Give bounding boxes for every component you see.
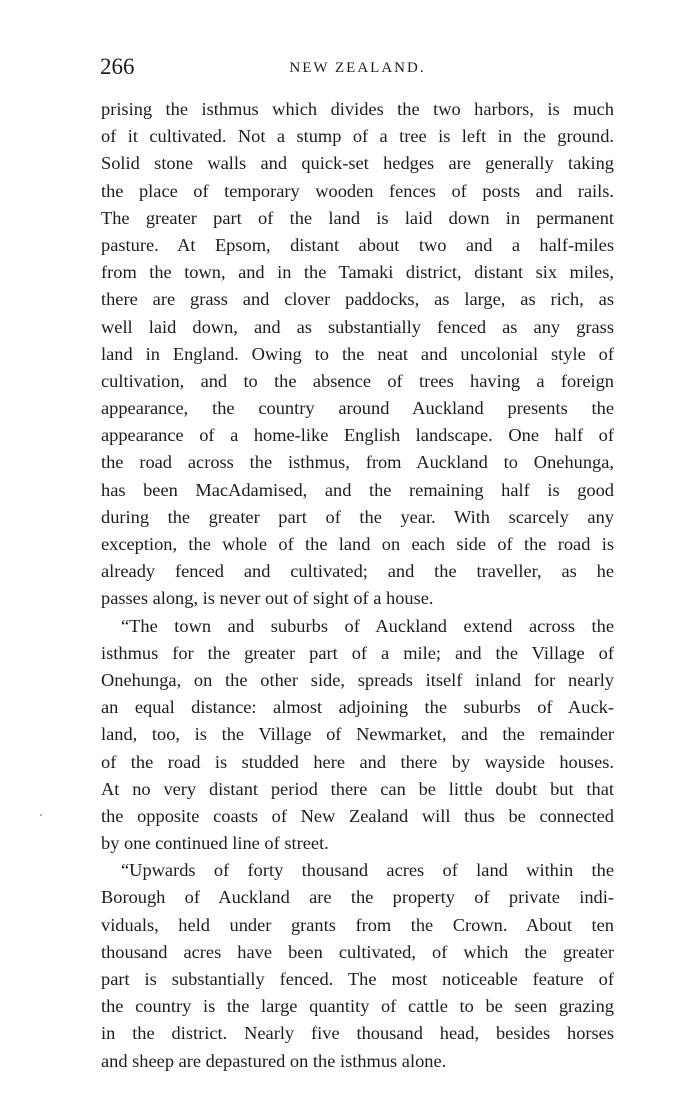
text-line: the place of temporary wooden fences of posts and rails. (101, 180, 614, 201)
running-title: NEW ZEALAND. (289, 60, 426, 76)
text-line: part is substantially fenced. The most noticeable feature of (101, 969, 614, 989)
text-line: viduals, held under grants from the Crown. About ten (101, 914, 614, 935)
text-line: of it cultivated. Not a stump of a tree is left in the ground. (101, 126, 614, 147)
text-line: an equal distance: almost adjoining the suburbs of Auck- (101, 697, 614, 718)
text-line: during the greater part of the year. With scarcely any (101, 506, 614, 527)
text-line: Borough of Auckland are the property of private indi- (101, 887, 614, 908)
text-line: of the road is studded here and there by wayside houses. (101, 751, 614, 772)
text-line: cultivation, and to the absence of trees having a foreign (101, 370, 614, 391)
text-line: appearance, the country around Auckland presents the (101, 398, 614, 419)
text-line: isthmus for the greater part of a mile; and the Village of (101, 642, 614, 663)
text-line: exception, the whole of the land on each side of the road is (101, 534, 614, 554)
text-line: well laid down, and as substantially fenced as any grass (101, 316, 614, 337)
text-line: has been MacAdamised, and the remaining half is good (101, 479, 614, 500)
text-line: thousand acres have been cultivated, of which the greater (101, 941, 614, 962)
text-line: passes along, is never out of sight of a house. (101, 588, 434, 609)
text-line: land in England. Owing to the neat and uncolonial style of (101, 343, 614, 364)
text-line: from the town, and in the Tamaki district, distant six miles, (101, 262, 614, 283)
text-line: already fenced and cultivated; and the traveller, as he (101, 561, 614, 582)
text-line: “Upwards of forty thousand acres of land within the (121, 860, 614, 881)
text-line: the road across the isthmus, from Auckland to Onehunga, (101, 452, 614, 473)
text-line: The greater part of the land is laid down in permanent (101, 207, 614, 228)
body-text (101, 96, 614, 1075)
text-line: “The town and suburbs of Auckland extend across the (121, 615, 614, 636)
text-line: appearance of a home-like English landscape. One half of (101, 425, 614, 446)
margin-mark (40, 814, 42, 816)
text-line: the opposite coasts of New Zealand will thus be connected (101, 805, 614, 826)
text-line: At no very distant period there can be little doubt but that (101, 778, 614, 799)
text-line: in the district. Nearly five thousand head, besides horses (101, 1023, 614, 1044)
page-number: 266 (100, 54, 135, 79)
text-line: the country is the large quantity of cattle to be seen grazing (101, 996, 614, 1017)
text-line: prising the isthmus which divides the two harbors, is much (101, 99, 614, 119)
text-line: and sheep are depastured on the isthmus alone. (101, 1050, 447, 1071)
text-line: Onehunga, on the other side, spreads itself inland for nearly (101, 669, 614, 690)
text-line: by one continued line of street. (101, 833, 329, 854)
text-line: land, too, is the Village of Newmarket, and the remainder (101, 724, 614, 745)
text-line: there are grass and clover paddocks, as large, as rich, as (101, 289, 614, 310)
text-line: Solid stone walls and quick-set hedges are generally taking (101, 153, 614, 174)
text-line: pasture. At Epsom, distant about two and a half-miles (101, 234, 614, 255)
page-header (100, 50, 615, 84)
